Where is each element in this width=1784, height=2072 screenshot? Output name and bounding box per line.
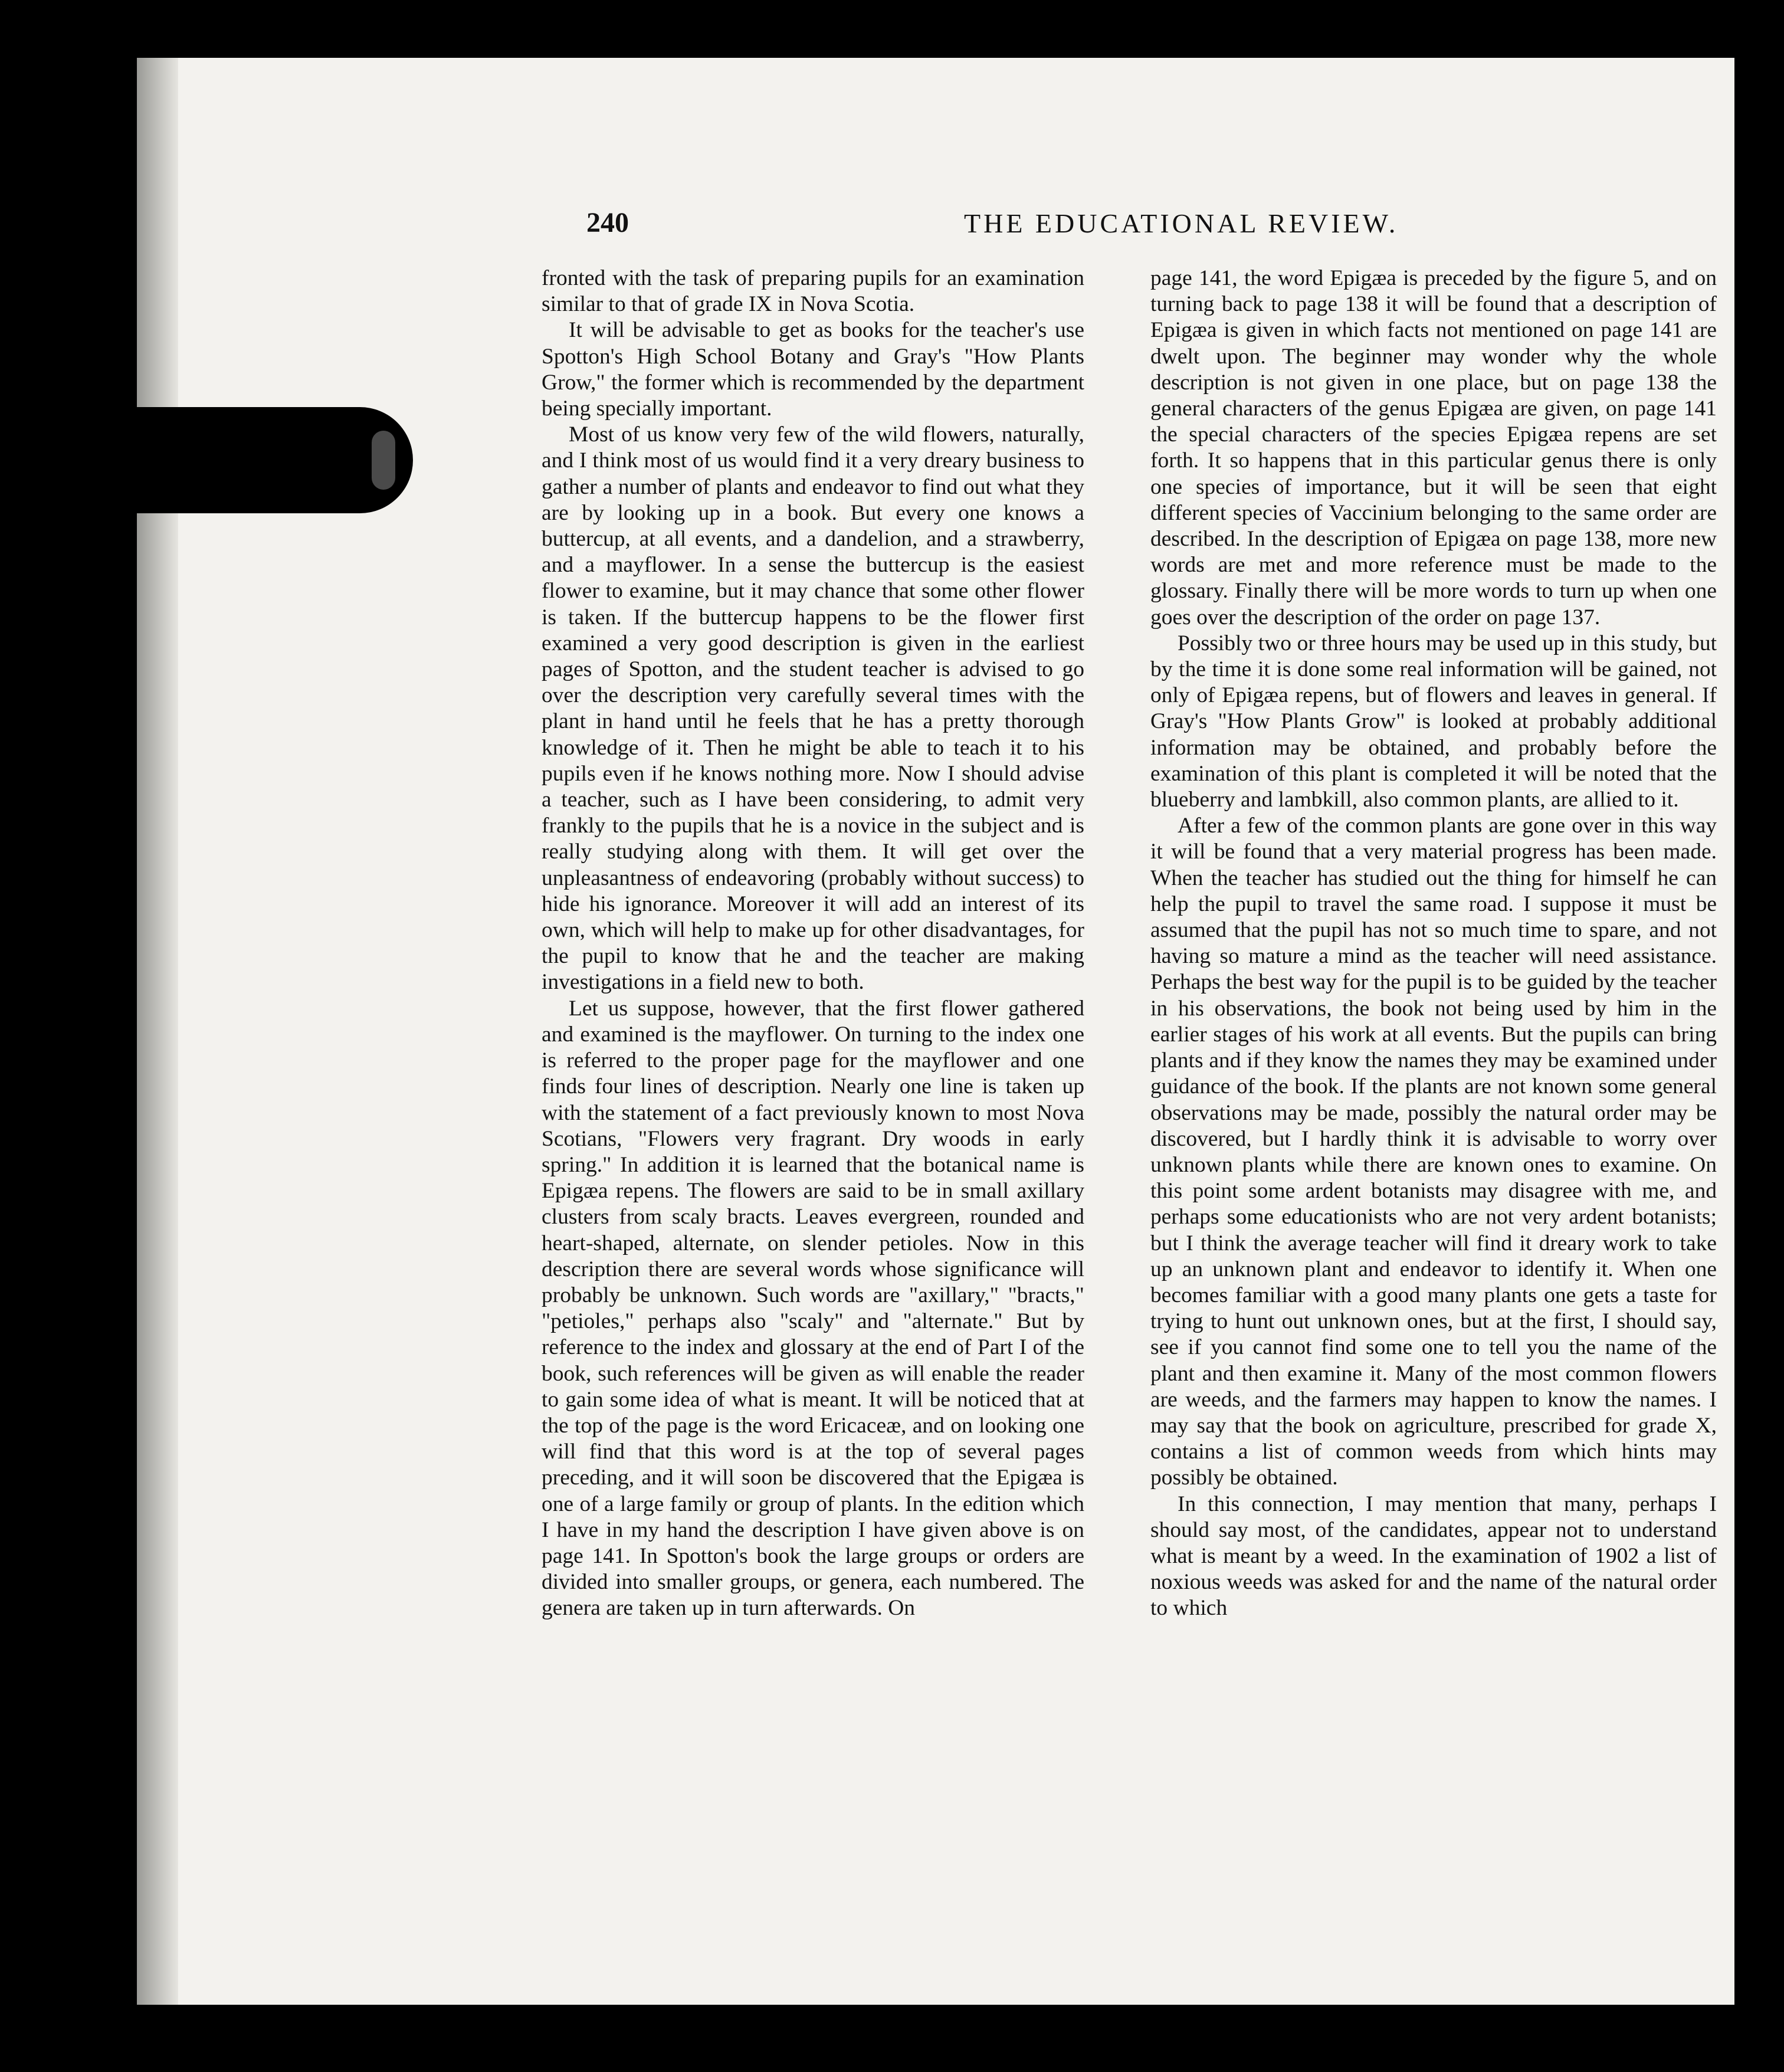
paragraph: In this connection, I may mention that many, perhaps I should say most, of the candidates, appear not to understand what is meant by a weed. In the examination of 1902 a list of noxious weeds was asked for and the name of the natural order to which: [1150, 1491, 1717, 1621]
pen-shadow: [0, 407, 413, 513]
running-title: THE EDUCATIONAL REVIEW.: [964, 208, 1399, 238]
paragraph: page 141, the word Epigæa is preceded by the figure 5, and on turning back to page 138 it will be found that a description of Epigæa is given in which facts not mentioned on page 141 are dwelt upon. The beginner may wonder why the whole description is not given in one place, but on page 138 the general characters of the genus Epigæa are given, on page 141 the special characters of the species Epigæa repens are set forth. It so happens that in this particular genus there is only one species of importance, but it will be seen that eight different species of Vaccinium belonging to the same order are described. In the description of Epigæa on page 138, more new words are met and more reference must be made to the glossary. Finally there will be more words to turn up when one goes over the description of the order on page 137.: [1150, 266, 1717, 630]
page-number: 240: [586, 207, 629, 238]
page-binding-shadow: [137, 58, 178, 2005]
paragraph: Let us suppose, however, that the first flower gathered and examined is the mayflower. On turning to the index one is referred to the proper page for the mayflower and one finds four lines of description. Nearly one line is taken up with the statement of a fact previously known to most Nova Scotians, "Flowers very fragrant. Dry woods in early spring." In addition it is learned that the botanical name is Epigæa repens. The flowers are said to be in small axillary clusters from scaly bracts. Leaves evergreen, rounded and heart-shaped, alternate, on slender petioles. Now in this description there are several words whose significance will probably be unknown. Such words are "axillary," "bracts," "petioles," perhaps also "scaly" and "alternate." But by reference to the index and glossary at the end of Part I of the book, such references will be given as will enable the reader to gain some idea of what is meant. It will be noticed that at the top of the page is the word Ericaceæ, and on looking one will find that this word is at the top of several pages preceding, and it will soon be discovered that the Epigæa is one of a large family or group of plants. In the edition which I have in my hand the description I have given above is on page 141. In Spotton's book the large groups or orders are divided into smaller groups, or genera, each numbered. The genera are taken up in turn afterwards. On: [542, 996, 1084, 1621]
paragraph: Most of us know very few of the wild flowers, naturally, and I think most of us would find it a very dreary business to gather a number of plants and endeavor to find out what they are by looking up in a book. But every one knows a buttercup, at all events, and a dandelion, and a strawberry, and a mayflower. In a sense the buttercup is the easiest flower to examine, but it may chance that some other flower is taken. If the buttercup happens to be the flower first examined a very good description is given in the earliest pages of Spotton, and the student teacher is advised to go over the description very carefully several times with the plant in hand until he feels that he has a pretty thorough knowledge of it. Then he might be able to teach it to his pupils even if he knows nothing more. Now I should advise a teacher, such as I have been considering, to admit very frankly to the pupils that he is a novice in the subject and is really studying along with them. It will get over the unpleasantness of endeavoring (probably without success) to hide his ignorance. Moreover it will add an interest of its own, which will help to make up for other disadvantages, for the pupil to know that he and the teacher are making investigations in a field new to both.: [542, 422, 1084, 995]
paragraph: fronted with the task of preparing pupils for an examination similar to that of grade IX in Nova Scotia.: [542, 266, 1084, 317]
paragraph: After a few of the common plants are gone over in this way it will be found that a very material progress has been made. When the teacher has studied out the thing for himself he can help the pupil to travel the same road. I suppose it must be assumed that the pupil has not so much time to spare, and not having so mature a mind as the teacher will need assistance. Perhaps the best way for the pupil is to be guided by the teacher in his observations, the book not being used by him in the earlier stages of his work at all events. But the pupils can bring plants and if they know the names they may be examined under guidance of the book. If the plants are not known some general observations may be made, possibly the natural order may be discovered, but I hardly think it is advisable to worry over unknown plants while there are known ones to examine. On this point some ardent botanists may disagree with me, and perhaps some educationists who are not very ardent botanists; but I think the average teacher will find it dreary work to take up an unknown plant and endeavor to identify it. When one becomes familiar with a good many plants one gets a taste for trying to hunt out unknown ones, but at the first, I should say, see if you cannot find some one to tell you the name of the plant and then examine it. Many of the most common flowers are weeds, and the farmers may happen to know the names. I may say that the book on agriculture, prescribed for grade X, contains a list of common weeds from which hints may possibly be obtained.: [1150, 814, 1717, 1490]
paragraph: It will be advisable to get as books for the teacher's use Spotton's High School Botany and Gray's "How Plants Grow," the former which is recommended by the department being specially important.: [542, 318, 1084, 421]
right-column: [1150, 265, 1717, 1622]
paragraph: Possibly two or three hours may be used up in this study, but by the time it is done some real information will be gained, not only of Epigæa repens, but of flowers and leaves in general. If Gray's "How Plants Grow" is looked at probably additional information may be obtained, and probably before the examination of this plant is completed it will be noted that the blueberry and lambkill, also common plants, are allied to it.: [1150, 631, 1717, 812]
left-column: [542, 265, 1084, 1622]
